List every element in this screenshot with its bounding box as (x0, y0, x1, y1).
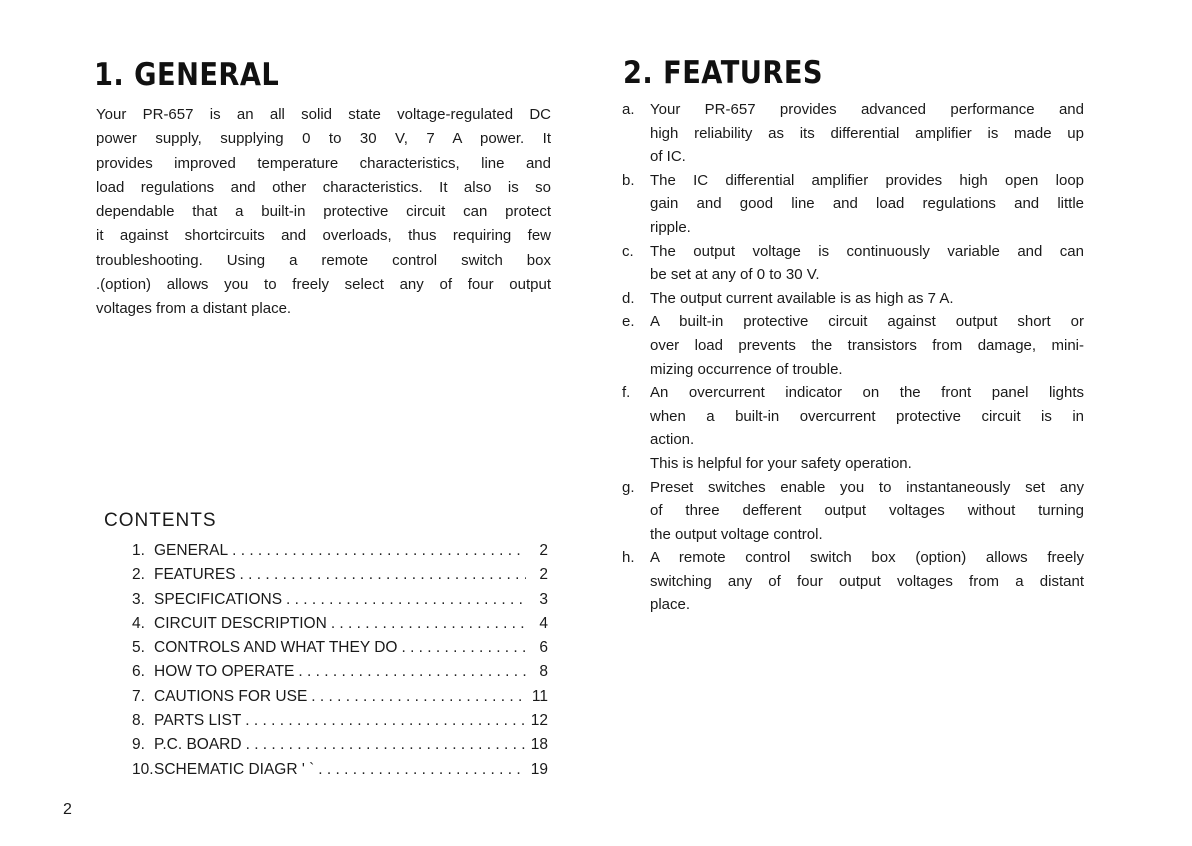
feature-line: action. (650, 431, 695, 449)
toc-title: HOW TO OPERATE (154, 663, 295, 681)
toc-leader (311, 688, 526, 706)
toc-title: GENERAL (154, 542, 229, 559)
toc-number: 8. (132, 712, 145, 730)
toc-leader (298, 663, 526, 681)
general-line: it against shortcircuits and overloads, thus requiring few (96, 227, 551, 245)
feature-item (622, 381, 1084, 475)
feature-line: The IC differential amplifier provides high open loop (650, 171, 1084, 189)
toc-entry (100, 591, 548, 615)
feature-line: This is helpful for your safety operation. (650, 454, 912, 472)
toc-title: SPECIFICATIONS (154, 590, 283, 608)
toc-entry (100, 566, 548, 590)
toc-entry (100, 761, 548, 785)
features-heading: 2. FEATURES (623, 55, 824, 91)
toc-leader (232, 542, 526, 560)
table-of-contents (100, 542, 548, 785)
feature-line: A remote control switch box (option) allows freely (650, 549, 1084, 567)
toc-entry (100, 639, 548, 663)
toc-leader (401, 639, 526, 657)
feature-line: be set at any of 0 to 30 V. (650, 266, 820, 284)
feature-item (622, 98, 1084, 169)
toc-page: 2 (539, 542, 548, 559)
toc-number: 1. (132, 542, 145, 559)
toc-title: CAUTIONS FOR USE (154, 687, 308, 705)
toc-leader (246, 736, 526, 754)
feature-line: switching any of four output voltages from a distant (650, 572, 1084, 590)
feature-marker: d. (622, 289, 635, 307)
toc-number: 9. (132, 736, 145, 754)
feature-item (622, 546, 1084, 617)
feature-line: Preset switches enable you to instantaneously set any (650, 478, 1084, 496)
toc-leader (245, 712, 526, 730)
feature-line: The output current available is as high as 7 A. (650, 289, 954, 307)
general-heading: 1. GENERAL (94, 57, 280, 93)
toc-page: 18 (530, 736, 548, 754)
toc-number: 3. (132, 590, 145, 608)
feature-line: A built-in protective circuit against output short or (650, 313, 1084, 331)
feature-marker: a. (622, 101, 635, 118)
toc-leader (286, 591, 526, 609)
toc-number: 4. (132, 614, 145, 632)
toc-title: FEATURES (154, 566, 236, 584)
toc-entry (100, 688, 548, 712)
feature-item (622, 240, 1084, 287)
general-line: Your PR-657 is an all solid state voltage-regulated DC (96, 106, 551, 123)
toc-entry (100, 542, 548, 566)
feature-marker: c. (622, 242, 634, 260)
toc-page: 2 (539, 566, 548, 584)
toc-number: 2. (132, 566, 145, 584)
toc-page: 3 (539, 590, 548, 608)
feature-line: ripple. (650, 218, 691, 236)
toc-page: 4 (539, 614, 548, 632)
feature-item (622, 476, 1084, 547)
feature-line: of IC. (650, 148, 686, 166)
toc-title: CIRCUIT DESCRIPTION (154, 614, 327, 632)
feature-line: mizing occurrence of trouble. (650, 360, 843, 378)
toc-page: 12 (530, 712, 548, 730)
general-line: dependable that a built-in protective circuit can protect (96, 203, 551, 221)
general-line: .(option) allows you to freely select any of four output (96, 276, 551, 294)
feature-item (622, 310, 1084, 381)
feature-line: The output voltage is continuously variable and can (650, 242, 1084, 260)
toc-entry (100, 663, 548, 687)
toc-leader (240, 566, 526, 584)
feature-marker: b. (622, 171, 635, 189)
toc-number: 10. (132, 760, 154, 778)
toc-entry (100, 712, 548, 736)
toc-page: 11 (531, 687, 548, 705)
toc-number: 6. (132, 663, 145, 681)
feature-line: Your PR-657 provides advanced performance and (650, 101, 1084, 118)
general-line: power supply, supplying 0 to 30 V, 7 A power. It (96, 130, 551, 148)
toc-title: PARTS LIST (154, 712, 242, 730)
toc-title: CONTROLS AND WHAT THEY DO (154, 639, 398, 657)
feature-marker: g. (622, 478, 635, 496)
toc-title: SCHEMATIC DIAGR ' ` (154, 760, 315, 778)
feature-marker: f. (622, 384, 631, 402)
feature-line: of three defferent output voltages without turning (650, 502, 1084, 520)
feature-line: high reliability as its differential amplifier is made up (650, 124, 1084, 142)
toc-entry (100, 615, 548, 639)
toc-page: 6 (539, 639, 548, 657)
features-list (622, 98, 1084, 617)
general-line: voltages from a distant place. (96, 300, 292, 318)
general-line: troubleshooting. Using a remote control switch box (96, 251, 551, 269)
general-paragraph (96, 103, 551, 322)
toc-title: P.C. BOARD (154, 736, 242, 754)
feature-item (622, 287, 1084, 311)
general-line: provides improved temperature characteristics, line and (96, 154, 551, 172)
feature-line: when a built-in overcurrent protective circuit is in (650, 407, 1084, 425)
toc-page: 8 (539, 663, 548, 681)
toc-leader (318, 761, 526, 779)
feature-line: gain and good line and load regulations and little (650, 195, 1084, 213)
feature-line: An overcurrent indicator on the front panel lights (650, 384, 1084, 402)
page-number: 2 (63, 801, 72, 818)
toc-entry (100, 736, 548, 760)
feature-marker: e. (622, 313, 635, 331)
general-line: load regulations and other characteristics. It also is so (96, 178, 551, 196)
feature-marker: h. (622, 549, 635, 567)
feature-line: place. (650, 596, 691, 614)
feature-line: over load prevents the transistors from damage, mini- (650, 336, 1084, 354)
contents-title: CONTENTS (104, 510, 217, 531)
feature-line: the output voltage control. (650, 525, 823, 543)
toc-number: 7. (132, 687, 145, 705)
toc-page: 19 (530, 760, 548, 778)
toc-leader (331, 615, 526, 633)
toc-number: 5. (132, 639, 145, 657)
feature-item (622, 169, 1084, 240)
